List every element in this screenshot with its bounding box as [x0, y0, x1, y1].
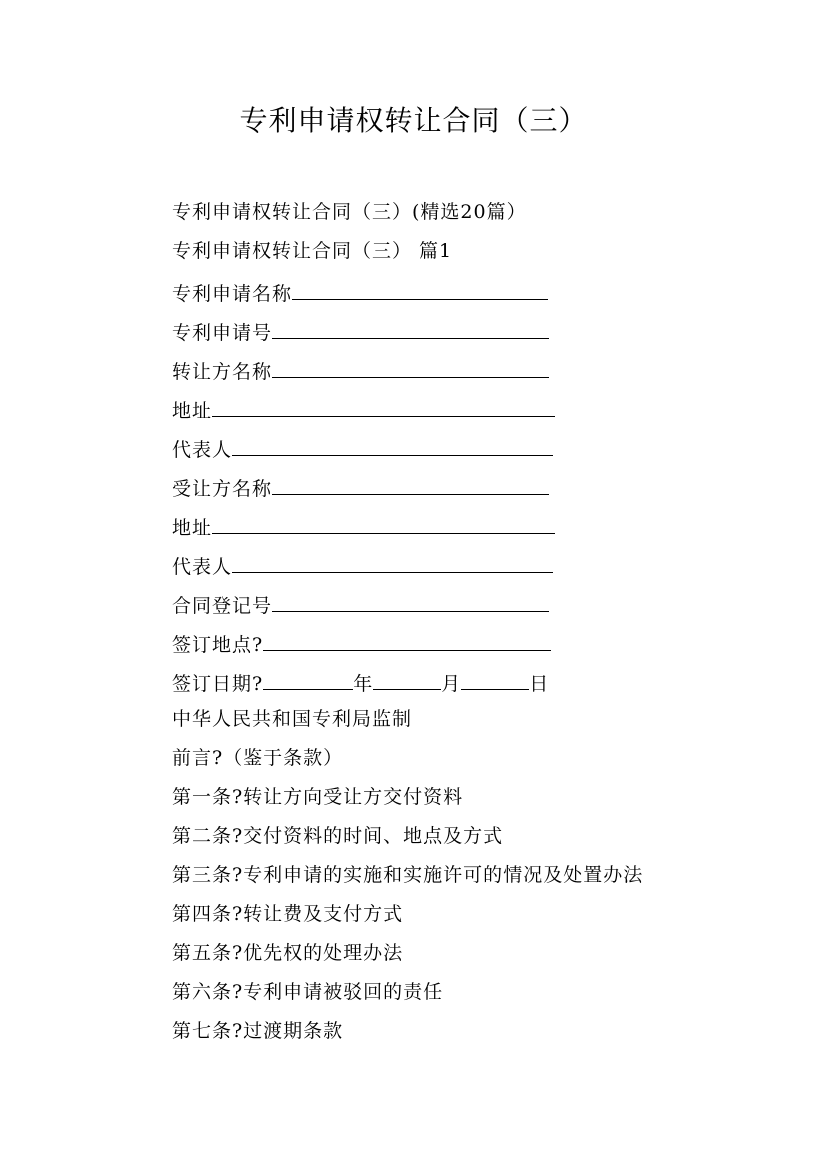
blank-month: [373, 661, 441, 690]
blank-line: [212, 505, 555, 534]
article-4: 第四条?转让费及支付方式: [172, 903, 404, 925]
field-patent-application-number: [172, 310, 732, 349]
blank-line: [232, 544, 553, 573]
blank-line: [263, 622, 551, 651]
blank-line: [232, 427, 553, 456]
field-label: 地址: [172, 400, 213, 422]
field-assignor-representative: [172, 427, 732, 466]
document-title: 专利申请权转让合同（三）: [239, 104, 588, 137]
field-assignee-name: [172, 466, 732, 505]
field-label: 转让方名称: [172, 361, 273, 383]
field-label: 代表人: [172, 439, 233, 461]
field-assignor-name: [172, 349, 732, 388]
month-label: 月: [441, 673, 462, 695]
field-label: 专利申请号: [172, 322, 273, 344]
field-assignee-representative: [172, 544, 732, 583]
field-label: 代表人: [172, 556, 233, 578]
document-body: [172, 193, 732, 1051]
field-patent-application-name: [172, 271, 732, 310]
field-assignee-address: [172, 505, 732, 544]
field-label: 签订地点?: [172, 634, 264, 656]
issuer-line: 中华人民共和国专利局监制: [172, 708, 413, 730]
field-label: 专利申请名称: [172, 283, 293, 305]
preamble-line: 前言?（鉴于条款）: [172, 747, 344, 769]
blank-line: [272, 349, 549, 378]
day-label: 日: [529, 673, 550, 695]
blank-year: [263, 661, 353, 690]
part-heading: 专利申请权转让合同（三） 篇1: [172, 240, 453, 262]
article-7: 第七条?过渡期条款: [172, 1020, 344, 1042]
year-label: 年: [353, 673, 374, 695]
blank-line: [292, 271, 548, 300]
blank-line: [272, 466, 549, 495]
field-assignor-address: [172, 388, 732, 427]
field-label: 签订日期?: [172, 673, 264, 695]
field-label: 合同登记号: [172, 595, 273, 617]
field-contract-registration-number: [172, 583, 732, 622]
blank-line: [272, 310, 549, 339]
blank-line: [272, 583, 549, 612]
article-6: 第六条?专利申请被驳回的责任: [172, 981, 444, 1003]
subtitle: 专利申请权转让合同（三）(精选20篇）: [172, 201, 527, 223]
field-label: 受让方名称: [172, 478, 273, 500]
field-signing-date: [172, 661, 732, 700]
article-2: 第二条?交付资料的时间、地点及方式: [172, 825, 504, 847]
article-3: 第三条?专利申请的实施和实施许可的情况及处置办法: [172, 864, 644, 886]
article-1: 第一条?转让方向受让方交付资料: [172, 786, 464, 808]
field-label: 地址: [172, 517, 213, 539]
article-5: 第五条?优先权的处理办法: [172, 942, 404, 964]
blank-line: [212, 388, 555, 417]
field-signing-place: [172, 622, 732, 661]
blank-day: [461, 661, 529, 690]
